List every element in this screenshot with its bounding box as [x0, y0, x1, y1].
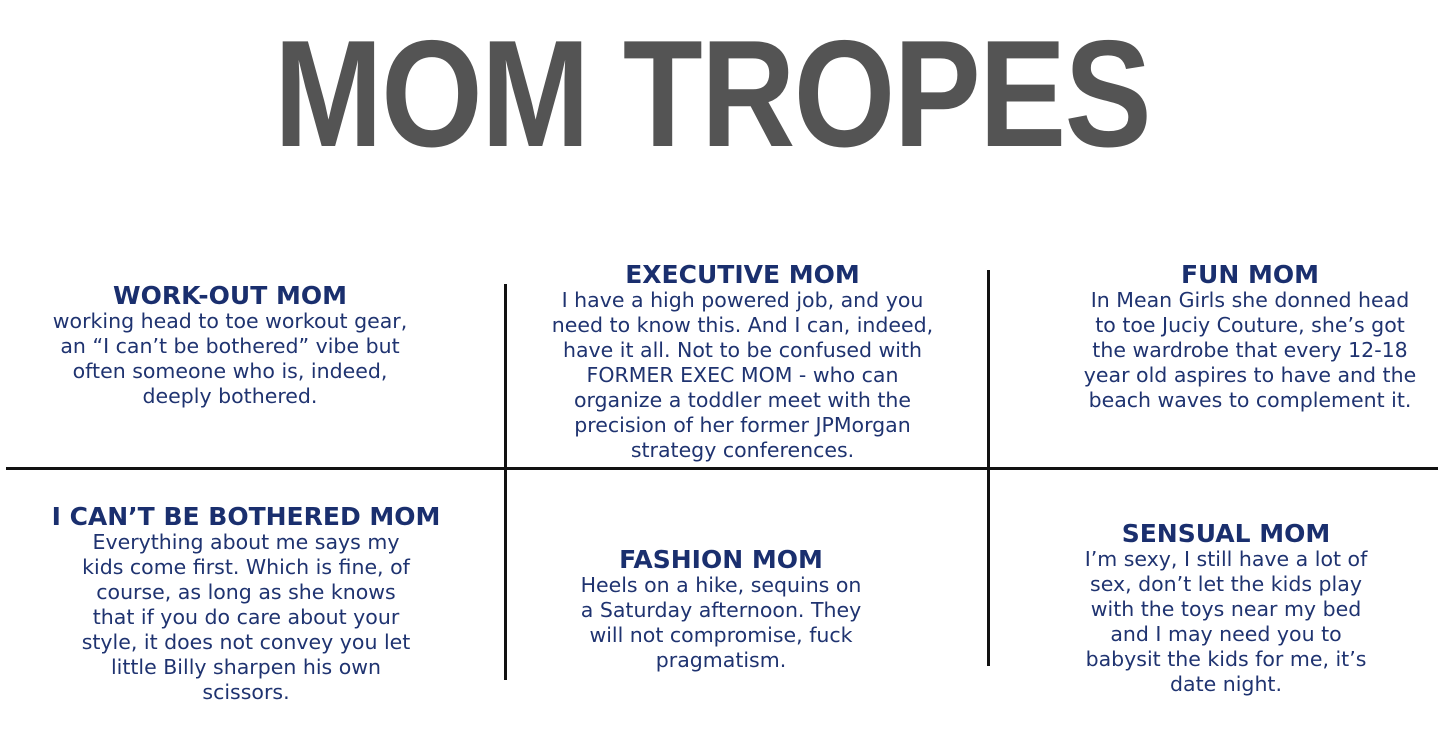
description-line: little Billy sharpen his own — [110, 655, 382, 679]
description-line: often someone who is, indeed, — [72, 359, 388, 383]
page-title: MOM TROPES — [273, 9, 1151, 179]
trope-description — [1045, 288, 1455, 413]
description-line: have it all. Not to be confused with — [562, 338, 923, 362]
description-line: deeply bothered. — [142, 384, 318, 408]
description-line: Everything about me says my — [92, 530, 400, 554]
description-line: precision of her former JPMorgan — [574, 413, 911, 437]
description-line: style, it does not convey you let — [81, 630, 411, 654]
description-line: an “I can’t be bothered” vibe but — [60, 334, 400, 358]
trope-card-executive-mom — [505, 261, 980, 463]
trope-card-fashion-mom — [540, 546, 902, 673]
trope-description — [20, 530, 472, 705]
description-line: strategy conferences. — [630, 438, 855, 462]
description-line: a Saturday afternoon. They — [580, 598, 862, 622]
description-line: to toe Juciy Couture, she’s got — [1095, 313, 1405, 337]
description-line: that if you do care about your — [92, 605, 400, 629]
description-line: pragmatism. — [655, 648, 787, 672]
description-line: year old aspires to have and the — [1083, 363, 1417, 387]
description-line: will not compromise, fuck — [589, 623, 853, 647]
description-line: I’m sexy, I still have a lot of — [1084, 547, 1368, 571]
description-line: scissors. — [202, 680, 290, 704]
description-line: the wardrobe that every 12-18 — [1092, 338, 1408, 362]
trope-heading: FASHION MOM — [619, 545, 823, 574]
description-line: working head to toe workout gear, — [52, 309, 408, 333]
description-line: Heels on a hike, sequins on — [580, 573, 862, 597]
trope-card-cant-be-bothered-mom — [20, 503, 472, 705]
description-line: I have a high powered job, and you — [561, 288, 924, 312]
trope-description — [1040, 547, 1412, 697]
trope-card-sensual-mom — [1040, 520, 1412, 697]
description-line: date night. — [1170, 672, 1282, 696]
description-line: and I may need you to — [1110, 622, 1342, 646]
description-line: course, as long as she knows — [96, 580, 396, 604]
description-line: beach waves to complement it. — [1088, 388, 1412, 412]
description-line: In Mean Girls she donned head — [1090, 288, 1410, 312]
trope-heading: SENSUAL MOM — [1121, 519, 1331, 548]
description-line: sex, don’t let the kids play — [1090, 572, 1362, 596]
description-line: need to know this. And I can, indeed, — [551, 313, 934, 337]
description-line: FORMER EXEC MOM - who can — [586, 363, 899, 387]
description-line: kids come first. Which is fine, of — [82, 555, 410, 579]
trope-heading: I CAN’T BE BOTHERED MOM — [51, 502, 441, 531]
horizontal-divider — [6, 467, 1438, 470]
trope-description — [540, 573, 902, 673]
description-line: with the toys near my bed — [1090, 597, 1362, 621]
trope-heading: EXECUTIVE MOM — [625, 260, 860, 289]
trope-heading: FUN MOM — [1180, 260, 1319, 289]
trope-description — [505, 288, 980, 463]
description-line: babysit the kids for me, it’s — [1085, 647, 1367, 671]
description-line: organize a toddler meet with the — [573, 388, 912, 412]
trope-description — [10, 309, 450, 409]
trope-card-fun-mom — [1045, 261, 1455, 413]
vertical-divider-right — [987, 270, 990, 666]
trope-card-workout-mom — [10, 282, 450, 409]
trope-heading: WORK-OUT MOM — [113, 281, 347, 310]
